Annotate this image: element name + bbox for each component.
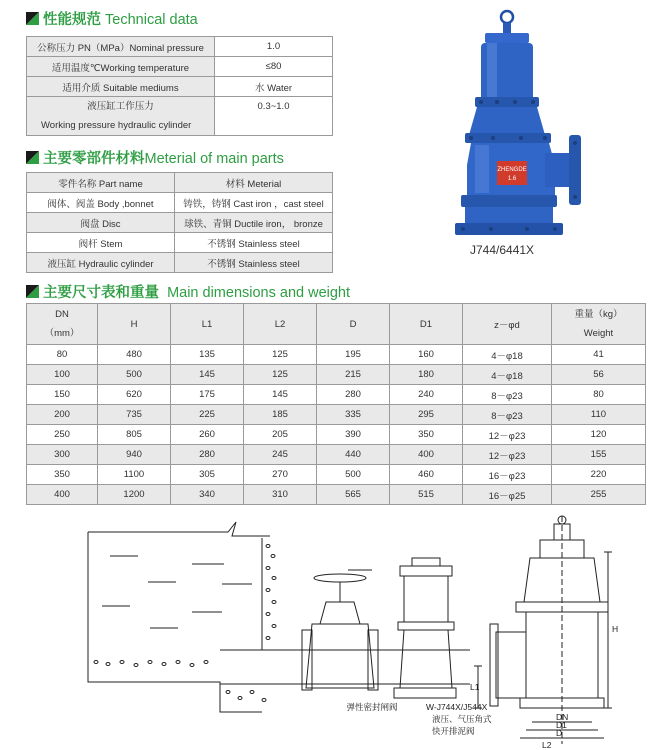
dn-header-label: DN	[55, 309, 69, 320]
table-row	[27, 365, 646, 385]
weight-header	[552, 304, 646, 345]
weight-cell: 220	[552, 465, 646, 485]
weight-cell: 110	[552, 405, 646, 425]
l2-cell: 125	[244, 365, 317, 385]
weight-cell: 80	[552, 385, 646, 405]
l2-cell: 185	[244, 405, 317, 425]
cylinder-pressure-value: 0.3~1.0	[215, 97, 333, 136]
dim-d-label: D	[556, 728, 563, 738]
l1-cell: 225	[171, 405, 244, 425]
weight-cell: 155	[552, 445, 646, 465]
dn-cell: 400	[27, 485, 98, 505]
bolt-holes-cell: 8－φ23	[463, 385, 552, 405]
d1-cell: 515	[390, 485, 463, 505]
d-cell: 195	[317, 345, 390, 365]
nameplate-subtext: 1.6	[507, 176, 517, 182]
working-temperature-label: 适用温度℃Working temperature	[27, 57, 215, 77]
d1-cell: 160	[390, 345, 463, 365]
installation-diagram	[0, 512, 659, 750]
tank-wall	[88, 532, 262, 712]
d-cell: 215	[317, 365, 390, 385]
material-cell: 不锈钢 Stainless steel	[175, 253, 333, 273]
table-row	[27, 445, 646, 465]
d-header: D	[317, 304, 390, 345]
l1-cell: 340	[171, 485, 244, 505]
h-cell: 940	[98, 445, 171, 465]
dn-cell: 100	[27, 365, 98, 385]
d1-cell: 400	[390, 445, 463, 465]
d-cell: 440	[317, 445, 390, 465]
bolt-holes-cell: 12－φ23	[463, 425, 552, 445]
l1-cell: 305	[171, 465, 244, 485]
weight-header-en: Weight	[583, 328, 614, 339]
section-title: 主要尺寸表和重量 Main dimensions and weight	[43, 285, 351, 301]
gate-valve-drawing	[302, 570, 378, 690]
table-header-row	[27, 173, 333, 193]
dim-l2-label: L2	[542, 740, 552, 750]
nominal-pressure-value: 1.0	[215, 37, 333, 57]
weight-header-cn: 重量（kg）	[574, 309, 623, 320]
suitable-mediums-label: 适用介质 Suitable mediums	[27, 77, 215, 97]
dimensions-table	[26, 303, 646, 505]
product-model-label: J744/6441X	[470, 243, 535, 257]
part-name-header: 零件名称 Part name	[27, 173, 175, 193]
l1-cell: 260	[171, 425, 244, 445]
dn-cell: 150	[27, 385, 98, 405]
material-header: 材料 Meterial	[175, 173, 333, 193]
cylinder-pressure-label-en: Working pressure hydraulic cylinder	[41, 120, 192, 131]
section-marker-icon	[26, 151, 39, 164]
l1-header: L1	[171, 304, 244, 345]
gate-valve-caption: 弹性密封闸阀	[346, 702, 398, 712]
h-cell: 1200	[98, 485, 171, 505]
section-marker-icon	[26, 12, 39, 25]
weight-cell: 255	[552, 485, 646, 505]
l2-cell: 125	[244, 345, 317, 365]
working-temperature-value: ≤80	[215, 57, 333, 77]
table-row	[27, 405, 646, 425]
d-cell: 390	[317, 425, 390, 445]
d-cell: 565	[317, 485, 390, 505]
section-title: 主要零部件材料Meterial of main parts	[43, 151, 284, 167]
part-name-cell: 阀体、阀盖 Body ,bonnet	[27, 193, 175, 213]
d1-cell: 180	[390, 365, 463, 385]
drain-valve-desc-2: 快开排泥阀	[432, 726, 475, 736]
table-row	[27, 253, 333, 273]
table-row	[27, 37, 333, 57]
d-cell: 500	[317, 465, 390, 485]
h-header: H	[98, 304, 171, 345]
d-cell: 335	[317, 405, 390, 425]
part-name-cell: 阀盘 Disc	[27, 213, 175, 233]
h-cell: 1100	[98, 465, 171, 485]
bolt-holes-cell: 12－φ23	[463, 445, 552, 465]
table-row	[27, 345, 646, 365]
material-cell: 铸铁，铸钢 Cast iron ，cast steel	[175, 193, 333, 213]
section-marker-icon	[26, 285, 39, 298]
table-row	[27, 425, 646, 445]
d1-cell: 295	[390, 405, 463, 425]
h-cell: 620	[98, 385, 171, 405]
weight-cell: 120	[552, 425, 646, 445]
technical-data-table	[26, 36, 333, 136]
cylinder-pressure-label-cn: 液压缸工作压力	[87, 101, 154, 112]
h-cell: 805	[98, 425, 171, 445]
l1-cell: 145	[171, 365, 244, 385]
h-cell: 480	[98, 345, 171, 365]
dn-cell: 250	[27, 425, 98, 445]
drain-valve-drawing	[394, 558, 456, 698]
dn-cell: 300	[27, 445, 98, 465]
table-row	[27, 213, 333, 233]
technical-section-heading	[26, 8, 198, 29]
drain-pipe	[220, 650, 470, 684]
materials-table	[26, 172, 333, 273]
dim-h-label: H	[612, 624, 619, 634]
dn-header	[27, 304, 98, 345]
nameplate-text: ZHENGDE	[497, 167, 527, 173]
dn-header-unit: （mm）	[44, 328, 80, 339]
l2-cell: 145	[244, 385, 317, 405]
table-row	[27, 77, 333, 97]
material-cell: 球铁、青铜 Ductile iron， bronze	[175, 213, 333, 233]
table-row	[27, 385, 646, 405]
dimension-drawing	[474, 516, 612, 744]
bolt-holes-cell: 16－φ23	[463, 465, 552, 485]
h-cell: 735	[98, 405, 171, 425]
valve-product-photo	[445, 5, 590, 245]
table-row	[27, 233, 333, 253]
h-cell: 500	[98, 365, 171, 385]
l1-cell: 175	[171, 385, 244, 405]
bolt-holes-header: z－φd	[463, 304, 552, 345]
materials-section-heading	[26, 147, 284, 168]
suitable-mediums-value: 水 Water	[215, 77, 333, 97]
l1-cell: 280	[171, 445, 244, 465]
dim-d1-label: D1	[556, 720, 567, 730]
bolt-holes-cell: 16－φ25	[463, 485, 552, 505]
table-row	[27, 485, 646, 505]
d1-cell: 240	[390, 385, 463, 405]
table-row	[27, 465, 646, 485]
tank-top-edge	[88, 522, 270, 536]
dim-l1-label: L1	[470, 682, 480, 692]
table-row	[27, 57, 333, 77]
table-row	[27, 97, 333, 136]
part-name-cell: 阀杆 Stem	[27, 233, 175, 253]
d1-header: D1	[390, 304, 463, 345]
section-title: 性能规范 Technical data	[43, 12, 198, 28]
d1-cell: 350	[390, 425, 463, 445]
dn-cell: 350	[27, 465, 98, 485]
nominal-pressure-label: 公称压力 PN（MPa）Nominal pressure	[27, 37, 215, 57]
bolt-holes-cell: 4－φ18	[463, 365, 552, 385]
table-header-row	[27, 304, 646, 345]
dimensions-section-heading	[26, 281, 350, 302]
bolt-holes-cell: 8－φ23	[463, 405, 552, 425]
table-row	[27, 193, 333, 213]
bolt-holes-cell: 4－φ18	[463, 345, 552, 365]
cylinder-pressure-label	[27, 97, 215, 136]
l2-cell: 205	[244, 425, 317, 445]
drain-valve-model: W-J744X/J544X	[426, 702, 488, 712]
weight-cell: 56	[552, 365, 646, 385]
l2-cell: 310	[244, 485, 317, 505]
dim-dn-label: DN	[556, 712, 569, 722]
gravel-pattern	[94, 545, 276, 702]
l2-cell: 245	[244, 445, 317, 465]
d-cell: 280	[317, 385, 390, 405]
d1-cell: 460	[390, 465, 463, 485]
l1-cell: 135	[171, 345, 244, 365]
drain-valve-desc-1: 液压、气压角式	[432, 714, 492, 724]
material-cell: 不锈钢 Stainless steel	[175, 233, 333, 253]
l2-header: L2	[244, 304, 317, 345]
dn-cell: 80	[27, 345, 98, 365]
dn-cell: 200	[27, 405, 98, 425]
l2-cell: 270	[244, 465, 317, 485]
weight-cell: 41	[552, 345, 646, 365]
part-name-cell: 液压缸 Hydraulic cylinder	[27, 253, 175, 273]
